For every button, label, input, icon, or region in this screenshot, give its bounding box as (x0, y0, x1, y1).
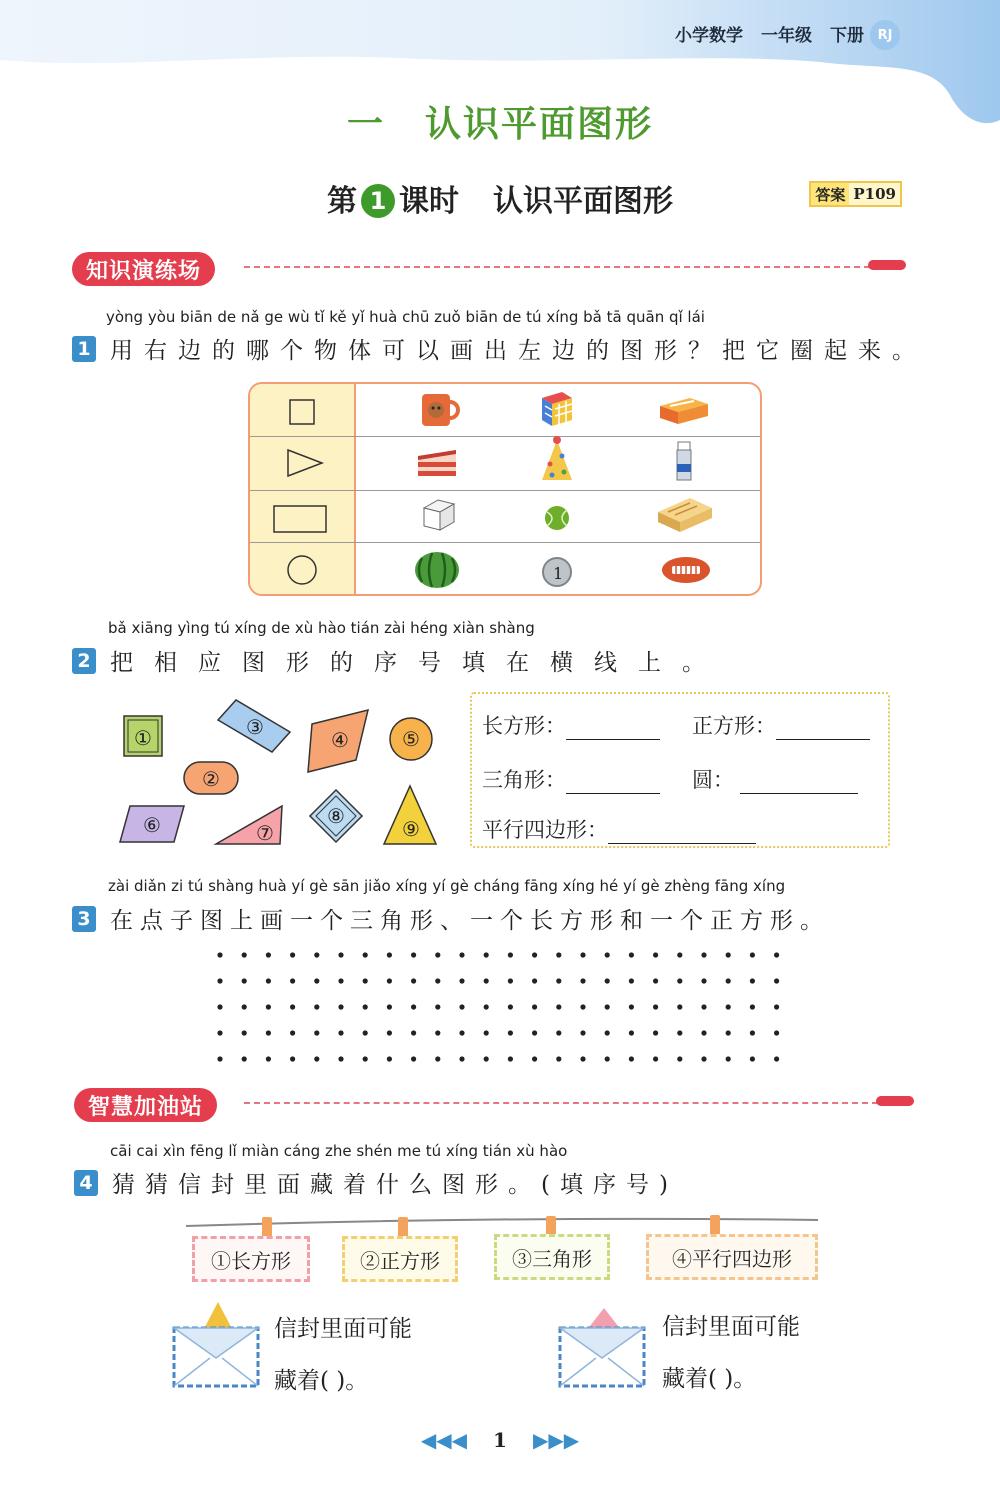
lesson-prefix: 第 (327, 184, 357, 219)
prev-arrows-icon[interactable]: ◀◀◀ (420, 1428, 468, 1452)
section-divider (244, 1102, 878, 1104)
grid-dot (750, 978, 755, 983)
grid-dot (435, 1056, 440, 1061)
grid-dot (508, 1004, 513, 1009)
grid-dot (580, 1004, 585, 1009)
shape-3-label: ③ (246, 715, 264, 739)
lesson-suffix: 课时 (399, 184, 459, 219)
blank-triangle-label: 三角形： (482, 768, 566, 792)
grid-dot (290, 1030, 295, 1035)
grid-dot (266, 1030, 271, 1035)
option-card-2: ②正方形 (342, 1236, 458, 1282)
grid-dot (726, 1056, 731, 1061)
grid-dot (605, 1056, 610, 1061)
watermelon-icon[interactable] (415, 552, 459, 588)
section-challenge-tag: 智慧加油站 (74, 1088, 217, 1122)
blank-triangle-line[interactable] (566, 772, 660, 794)
grid-dot (338, 978, 343, 983)
grid-dot (290, 952, 295, 957)
shape-5-label: ⑤ (402, 727, 420, 751)
tissue-box-icon[interactable] (660, 398, 708, 424)
grid-dot (363, 1056, 368, 1061)
grid-dot (459, 978, 464, 983)
grid-dot (580, 978, 585, 983)
clip-icon (710, 1215, 720, 1235)
q2-shapes-figure (100, 690, 460, 860)
grid-dot (677, 1056, 682, 1061)
header-grade: 一年级 (761, 25, 812, 46)
grid-dot (629, 1004, 634, 1009)
grid-dot (629, 952, 634, 957)
grid-dot (605, 1030, 610, 1035)
shape-9-label: ⑨ (402, 817, 420, 841)
q1-table-drawing (250, 384, 762, 596)
grid-dot (774, 1004, 779, 1009)
grid-dot (580, 1056, 585, 1061)
guess-line1: 信封里面可能 (274, 1316, 412, 1342)
grid-dot (338, 952, 343, 957)
q3-pinyin: zài diǎn zi tú shàng huà yí gè sān jiǎo xíng yí gè cháng fāng xíng hé yí gè zhèng fāng xíng (108, 877, 786, 895)
q2-answer-box (470, 692, 890, 848)
grid-dot (387, 1030, 392, 1035)
grid-dot (459, 952, 464, 957)
q4-pinyin: cāi cai xìn fēng lǐ miàn cáng zhe shén me tú xíng tián xù hào (110, 1142, 568, 1160)
q4-number: 4 (74, 1170, 98, 1196)
grid-dot (411, 1030, 416, 1035)
grid-dot (217, 978, 222, 983)
grid-dot (701, 1004, 706, 1009)
grid-dot (750, 1030, 755, 1035)
grid-dot (363, 1030, 368, 1035)
circle-shape (288, 556, 316, 584)
unit-name: 认识平面图形 (425, 104, 654, 145)
grid-dot (411, 1004, 416, 1009)
grid-dot (484, 1030, 489, 1035)
grid-dot (459, 1004, 464, 1009)
clip-icon (398, 1217, 408, 1237)
grid-dot (484, 1056, 489, 1061)
grid-dot (508, 1030, 513, 1035)
grid-dot (266, 1004, 271, 1009)
grid-dot (484, 978, 489, 983)
grid-dot (653, 978, 658, 983)
grid-dot (750, 1004, 755, 1009)
shape-7-label: ⑦ (256, 821, 274, 845)
guess-line1: 信封里面可能 (662, 1314, 800, 1340)
grid-dot (314, 1004, 319, 1009)
grid-dot (363, 978, 368, 983)
grid-dot (314, 1056, 319, 1061)
header-volume: 下册 (830, 25, 864, 46)
q3-number: 3 (72, 906, 96, 932)
grid-dot (629, 978, 634, 983)
grid-dot (726, 1030, 731, 1035)
grid-dot (532, 1004, 537, 1009)
grid-dot (556, 978, 561, 983)
q1-number: 1 (72, 336, 96, 362)
grid-dot (677, 978, 682, 983)
grid-dot (411, 1056, 416, 1061)
grid-dot (314, 952, 319, 957)
grid-dot (266, 978, 271, 983)
q1-text: 用右边的哪个物体可以画出左边的图形？把它圈起来。 (110, 338, 926, 364)
blank-rectangle (482, 710, 660, 740)
blank-parallelogram-label: 平行四边形： (482, 818, 608, 842)
next-arrows-icon[interactable]: ▶▶▶ (532, 1428, 580, 1452)
grid-dot (459, 1056, 464, 1061)
grid-dot (435, 952, 440, 957)
grid-dot (677, 952, 682, 957)
blank-triangle (482, 764, 660, 794)
grid-dot (653, 1004, 658, 1009)
envelope-icon (170, 1298, 262, 1390)
grid-dot (484, 952, 489, 957)
grid-dot (508, 1056, 513, 1061)
grid-dot (363, 952, 368, 957)
grid-dot (387, 978, 392, 983)
grid-dot (629, 1030, 634, 1035)
answer-page: P109 (849, 183, 900, 205)
grid-dot (677, 1004, 682, 1009)
guess-line2[interactable]: 藏着( )。 (662, 1366, 757, 1392)
grid-dot (605, 978, 610, 983)
grid-dot (290, 978, 295, 983)
blank-parallelogram-line[interactable] (608, 822, 756, 844)
grid-dot (242, 1056, 247, 1061)
shape-1-label: ① (134, 726, 152, 750)
grid-dot (242, 1004, 247, 1009)
tennis-ball-icon[interactable] (545, 506, 569, 530)
pencil-icon (876, 1096, 914, 1106)
grid-dot (435, 1030, 440, 1035)
grid-dot (411, 978, 416, 983)
page-navigation (0, 1428, 1000, 1452)
grid-dot (508, 952, 513, 957)
grid-dot (580, 952, 585, 957)
grid-dot (435, 1004, 440, 1009)
grid-dot (701, 1056, 706, 1061)
clip-icon (262, 1217, 272, 1237)
grid-dot (532, 1056, 537, 1061)
pencil-icon (868, 260, 906, 270)
grid-dot (338, 1056, 343, 1061)
grid-dot (411, 952, 416, 957)
grid-dot (266, 952, 271, 957)
grid-dot (556, 952, 561, 957)
section-practice-tag: 知识演练场 (72, 252, 215, 286)
grid-dot (677, 1030, 682, 1035)
triangle-shape (288, 450, 322, 476)
unit-title (0, 96, 1000, 147)
option-card-4: ④平行四边形 (646, 1234, 818, 1280)
q2-number: 2 (72, 648, 96, 674)
square-shape (290, 400, 314, 424)
shape-8-label: ⑧ (327, 804, 345, 828)
grid-dot (387, 1004, 392, 1009)
grid-dot (580, 1030, 585, 1035)
grid-dot (774, 1030, 779, 1035)
blank-square-label: 正方形： (692, 714, 776, 738)
mug-icon[interactable] (422, 394, 458, 426)
glue-stick-icon[interactable] (677, 442, 691, 480)
party-hat-icon[interactable] (542, 436, 572, 480)
q2-text: 把相应图形的序号填在横线上。 (110, 650, 726, 676)
grid-dot (217, 1056, 222, 1061)
grid-dot (750, 1056, 755, 1061)
grid-dot (266, 1056, 271, 1061)
lesson-number: 1 (361, 184, 395, 218)
envelope-icon (556, 1298, 648, 1390)
cube-icon[interactable] (424, 500, 454, 530)
cake-slice-icon[interactable] (418, 450, 456, 476)
edition-badge: RJ (870, 20, 900, 50)
grid-dot (774, 978, 779, 983)
shape-6-label: ⑥ (143, 813, 161, 837)
grid-dot (314, 1030, 319, 1035)
option-card-1: ①长方形 (192, 1236, 310, 1282)
grid-dot (726, 978, 731, 983)
shape-4-label: ④ (331, 728, 349, 752)
blank-circle-line[interactable] (740, 772, 858, 794)
grid-dot (629, 1056, 634, 1061)
section-divider (244, 266, 870, 268)
clip-icon (546, 1216, 556, 1236)
grid-dot (774, 952, 779, 957)
q2-pinyin: bǎ xiāng yìng tú xíng de xù hào tián zài héng xiàn shàng (108, 619, 535, 637)
grid-dot (290, 1004, 295, 1009)
svg-text:1: 1 (553, 564, 564, 583)
answer-reference[interactable] (809, 181, 902, 207)
grid-dot (653, 1056, 658, 1061)
grid-dot (459, 1030, 464, 1035)
q3-dot-grid[interactable] (210, 945, 810, 1070)
grid-dot (484, 1004, 489, 1009)
grid-dot (605, 1004, 610, 1009)
blank-circle-label: 圆： (692, 768, 734, 792)
pencil-box-icon[interactable] (658, 498, 712, 532)
grid-dot (435, 978, 440, 983)
guess-line2[interactable]: 藏着( )。 (274, 1368, 369, 1394)
blank-parallelogram (482, 814, 756, 844)
q4-text: 猜猜信封里面藏着什么图形。(填序号) (112, 1172, 678, 1198)
grid-dot (242, 978, 247, 983)
grid-dot (653, 1030, 658, 1035)
grid-dot (387, 952, 392, 957)
grid-dot (217, 952, 222, 957)
grid-dot (774, 1056, 779, 1061)
grid-dot (290, 1056, 295, 1061)
grid-dot (556, 1004, 561, 1009)
grid-dot (750, 952, 755, 957)
football-icon[interactable] (662, 557, 710, 583)
grid-dot (726, 952, 731, 957)
lesson-name: 认识平面图形 (493, 184, 673, 219)
grid-dot (653, 952, 658, 957)
grid-dot (217, 1030, 222, 1035)
blank-square (692, 710, 870, 740)
grid-dot (242, 952, 247, 957)
blank-square-line[interactable] (776, 718, 870, 740)
unit-number: 一 (346, 104, 385, 145)
grid-dot (532, 978, 537, 983)
q3-text: 在点子图上画一个三角形、一个长方形和一个正方形。 (110, 908, 830, 934)
grid-dot (363, 1004, 368, 1009)
grid-dot (532, 952, 537, 957)
grid-dot (556, 1030, 561, 1035)
blank-rectangle-line[interactable] (566, 718, 660, 740)
grid-dot (701, 978, 706, 983)
grid-dot (217, 1004, 222, 1009)
rectangle-shape (274, 506, 326, 532)
blank-rectangle-label: 长方形： (482, 714, 566, 738)
grid-dot (726, 1004, 731, 1009)
page-number: 1 (493, 1428, 507, 1452)
grid-dot (556, 1056, 561, 1061)
coin-icon[interactable] (543, 558, 571, 586)
grid-dot (532, 1030, 537, 1035)
shape-2-label: ② (202, 767, 220, 791)
grid-dot (338, 1030, 343, 1035)
q1-pinyin: yòng yòu biān de nǎ ge wù tǐ kě yǐ huà chū zuǒ biān de tú xíng bǎ tā quān qǐ lái (106, 308, 705, 326)
q1-shape-table (248, 382, 762, 596)
answer-label: 答案 (815, 185, 846, 204)
grid-dot (387, 1056, 392, 1061)
blank-circle (692, 764, 858, 794)
grid-dot (701, 952, 706, 957)
grid-dot (314, 978, 319, 983)
option-card-3: ③三角形 (494, 1234, 610, 1280)
rubiks-cube-icon[interactable] (542, 392, 572, 426)
grid-dot (242, 1030, 247, 1035)
grid-dot (701, 1030, 706, 1035)
header-subject: 小学数学 (675, 25, 743, 46)
grid-dot (605, 952, 610, 957)
grid-dot (338, 1004, 343, 1009)
grid-dot (508, 978, 513, 983)
